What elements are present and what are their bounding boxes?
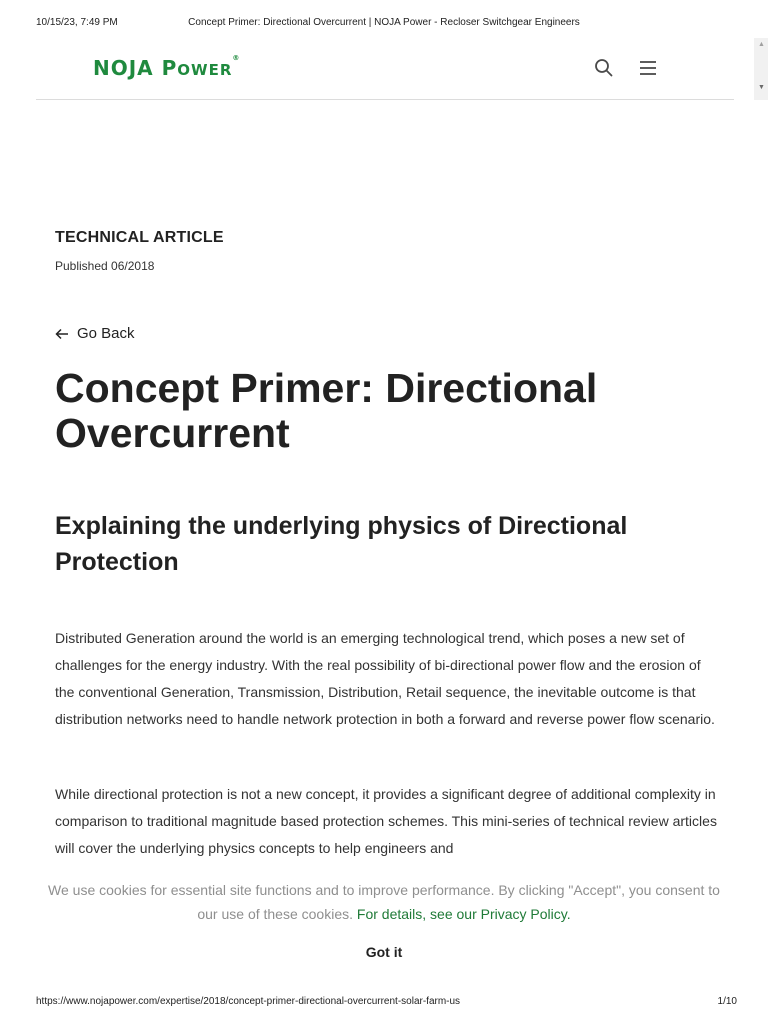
search-icon (594, 58, 614, 78)
privacy-policy-link[interactable]: For details, see our Privacy Policy. (356, 906, 571, 922)
print-datetime: 10/15/23, 7:49 PM (36, 17, 118, 28)
registered-mark: ® (232, 54, 240, 62)
print-footer (0, 996, 768, 1010)
site-header (36, 38, 765, 100)
logo-small-text: OWER (177, 61, 233, 79)
scroll-up-icon[interactable]: ▲ (758, 41, 765, 48)
article-title: Concept Primer: Directional Overcurrent (55, 365, 598, 456)
scrollbar[interactable] (754, 38, 768, 100)
print-header (0, 17, 768, 31)
menu-icon (638, 59, 658, 77)
cookie-text: We use cookies for essential site functions and to improve performance. By clicking "Accept", you consent to our use of these cookies. (48, 882, 720, 922)
go-back-label: Go Back (77, 325, 135, 342)
got-it-button[interactable]: Got it (365, 944, 403, 960)
article-paragraph: Distributed Generation around the world is an emerging technological trend, which poses a new set of challenges for the energy industry. With the real possibility of bi-directional power flow and the erosion of the conventional Generation, Transmission, Distribution, Retail sequence, the inevitable outcome is that distribution networks need to handle network protection in both a forward and reverse power flow scenario. (55, 630, 715, 727)
arrow-left-icon (55, 328, 69, 340)
print-url: https://www.nojapower.com/expertise/2018/concept-primer-directional-overcurrent-solar-farm-us (36, 996, 461, 1007)
print-page-title: Concept Primer: Directional Overcurrent | NOJA Power - Recloser Switchgear Engineers (188, 17, 580, 28)
cookie-message (40, 878, 728, 926)
print-page-number: 1/10 (717, 996, 737, 1007)
search-button[interactable] (594, 58, 614, 78)
noja-power-logo[interactable] (93, 56, 239, 80)
article-category-label: TECHNICAL ARTICLE (55, 229, 224, 246)
scroll-down-icon[interactable]: ▼ (758, 84, 765, 91)
cookie-banner (0, 866, 768, 982)
logo-main-text: NOJA P (93, 56, 178, 80)
menu-button[interactable] (638, 59, 658, 77)
published-date: Published 06/2018 (55, 259, 155, 273)
article-subtitle: Explaining the underlying physics of Directional Protection (55, 512, 628, 576)
article-paragraph: While directional protection is not a new concept, it provides a significant degree of additional complexity in comparison to traditional magnitude based protection schemes. This mini-series of technical review articles will cover the underlying physics concepts to help engineers and (55, 786, 717, 856)
go-back-link[interactable] (55, 325, 135, 342)
